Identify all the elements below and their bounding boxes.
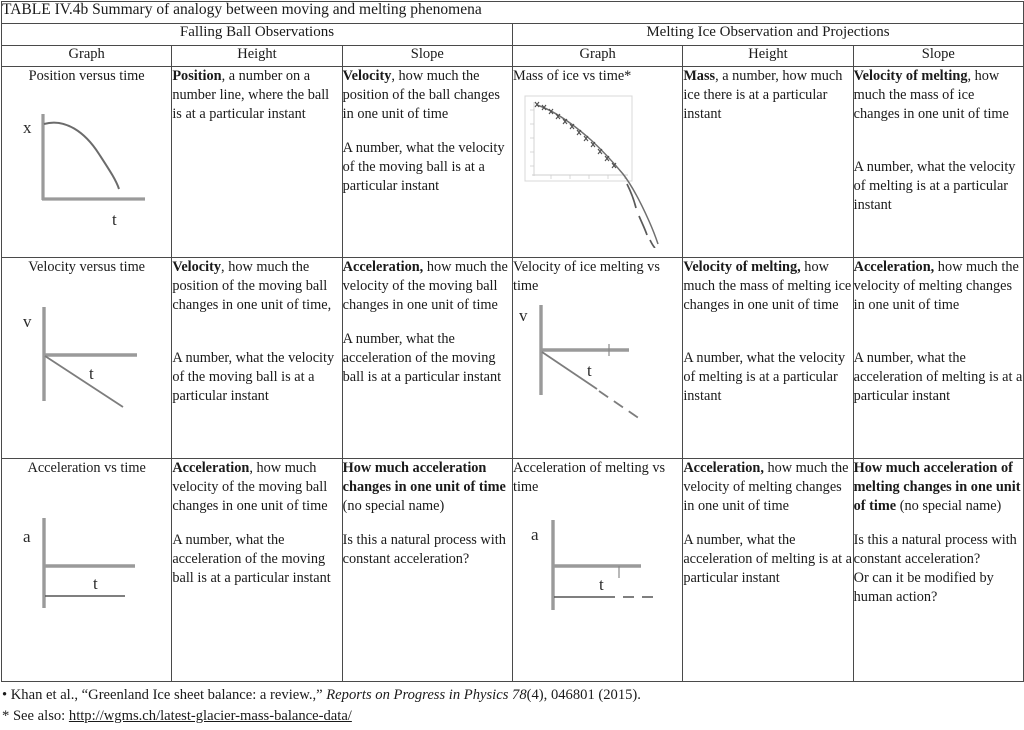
scan-y-ticks — [530, 110, 534, 166]
cell-ball-slope-jerk — [342, 459, 512, 682]
secondary-paragraph: A number, what the acceleration of melting is at a particular instant — [683, 532, 853, 587]
cell-ice-height-velocity-of-melting — [683, 258, 853, 459]
cell-ice-graph-mass — [512, 67, 682, 258]
term-bold: Position — [172, 68, 222, 84]
cell-ice-slope-jerk — [853, 459, 1023, 682]
cell-ice-height-acceleration — [683, 459, 853, 682]
footnote-reference — [2, 685, 1022, 706]
secondary-paragraph: A number, what the velocity of melting is at a particular instant — [853, 159, 1016, 214]
cell-ice-graph-acceleration — [512, 459, 682, 682]
group-header-row — [2, 24, 1024, 46]
secondary-paragraph: Is this a natural process with constant acceleration? — [853, 532, 1017, 568]
acceleration-of-melting-chart — [523, 498, 673, 628]
definition-text: how much the velocity of melting changes in one unit of time — [853, 259, 1019, 314]
group-header-melting-ice: Melting Ice Observation and Projections — [512, 24, 1023, 46]
definition-text: how much the mass of melting ice changes in one unit of time — [683, 259, 852, 314]
secondary-paragraph: A number, what the velocity of the moving ball is at a particular instant — [172, 350, 335, 405]
term-bold: How much acceleration changes in one unit of time — [342, 460, 506, 496]
velocity-vs-time-chart — [17, 279, 157, 429]
secondary-paragraph: A number, what the acceleration of the moving ball is at a particular instant — [342, 331, 502, 386]
cell-ball-slope-velocity — [342, 67, 512, 258]
definition-paragraph — [854, 459, 1023, 516]
definition-paragraph — [854, 258, 1023, 315]
footnote-see-also — [2, 706, 1022, 727]
definition-text: , how much the position of the ball changes in one unit of time — [342, 68, 500, 123]
scan-x-ticks — [551, 175, 625, 179]
cell-ball-graph-acceleration — [2, 459, 172, 682]
table-row — [2, 67, 1024, 258]
definition-paragraph — [683, 67, 852, 124]
term-bold: Acceleration, — [853, 259, 935, 275]
position-curve — [44, 122, 119, 188]
term-bold: Acceleration, — [342, 259, 424, 275]
cell-ball-height-position — [172, 67, 342, 258]
definition-text: , how much the mass of ice changes in one unit of time — [853, 68, 1009, 123]
cell-ball-slope-acceleration — [342, 258, 512, 459]
graph-caption: Acceleration of melting vs time — [512, 460, 666, 495]
column-header-ball-slope: Slope — [342, 46, 512, 67]
column-header-ball-height: Height — [172, 46, 342, 67]
definition-text: , a number, how much ice there is at a particular instant — [683, 68, 843, 123]
journal-title: Reports on Progress in Physics 78 — [326, 687, 527, 703]
definition-paragraph — [172, 67, 341, 124]
definition-text: , a number on a number line, where the ball is at a particular instant — [172, 68, 330, 123]
table-row — [2, 258, 1024, 459]
footnote-text-b: (4), 046801 (2015). — [526, 687, 641, 703]
secondary-paragraph: Is this a natural process with constant acceleration? — [342, 532, 506, 568]
column-header-ball-graph: Graph — [2, 46, 172, 67]
analogy-table — [1, 1, 1024, 682]
x-axis-label: t — [111, 209, 117, 228]
asterisk-icon: * — [2, 707, 10, 724]
definition-paragraph — [854, 67, 1023, 124]
definition-paragraph — [683, 459, 852, 516]
term-bold: Velocity — [342, 68, 392, 84]
column-header-ice-slope: Slope — [853, 46, 1023, 67]
mass-of-ice-vs-time-chart — [515, 88, 665, 248]
projection-dashed-line — [599, 391, 643, 421]
table-row — [2, 459, 1024, 682]
term-bold: Acceleration, — [683, 460, 764, 476]
definition-paragraph — [172, 459, 341, 516]
definition-text: (no special name) — [342, 498, 445, 515]
mass-data-markers — [535, 102, 616, 168]
term-bold: Mass — [683, 68, 716, 84]
term-bold: Velocity — [172, 259, 222, 275]
definition-paragraph — [172, 258, 341, 315]
term-bold: How much acceleration of melting changes in one unit of time — [853, 460, 1021, 515]
definition-text: (no special name) — [896, 498, 1002, 515]
graph-caption: Velocity versus time — [28, 259, 146, 275]
projection-dashes — [627, 184, 655, 248]
position-vs-time-chart — [17, 88, 157, 228]
definition-paragraph — [343, 459, 512, 516]
footnote-text-a: Khan et al., “Greenland Ice sheet balance: a review.,” — [7, 687, 327, 703]
term-bold: Velocity of melting, — [683, 259, 801, 275]
x-axis-label: t — [598, 575, 604, 595]
velocity-of-ice-melting-chart — [513, 297, 663, 427]
graph-caption: Position versus time — [28, 68, 145, 84]
wgms-link[interactable]: http://wgms.ch/latest-glacier-mass-balance-data/ — [68, 707, 352, 724]
y-axis-label: v — [22, 311, 32, 331]
x-axis-label: t — [586, 361, 592, 381]
cell-ball-graph-position — [2, 67, 172, 258]
column-header-ice-height: Height — [683, 46, 853, 67]
velocity-line — [45, 356, 123, 407]
x-axis-label: t — [92, 573, 98, 593]
definition-text: how much the velocity of the moving ball changes in one unit of time — [342, 259, 508, 314]
cell-ice-graph-velocity — [512, 258, 682, 459]
acceleration-vs-time-chart — [17, 480, 157, 620]
definition-paragraph — [683, 258, 852, 315]
cell-ice-height-mass — [683, 67, 853, 258]
mass-trend-line — [537, 105, 658, 244]
column-header-row — [2, 46, 1024, 67]
secondary-paragraph: A number, what the velocity of melting is at a particular instant — [683, 350, 846, 405]
column-header-ice-graph: Graph — [512, 46, 682, 67]
term-bold: Velocity of melting — [853, 68, 968, 84]
secondary-paragraph: A number, what the acceleration of the moving ball is at a particular instant — [172, 532, 331, 587]
cell-ice-slope-acceleration — [853, 258, 1023, 459]
cell-ball-graph-velocity — [2, 258, 172, 459]
definition-text: , how much the position of the moving ball changes in one unit of time, — [172, 259, 332, 314]
table-title-row — [2, 2, 1024, 24]
document-page — [0, 1, 1024, 730]
y-axis-label: a — [530, 525, 539, 545]
x-axis-label: t — [88, 363, 94, 383]
scan-plot-frame — [525, 96, 632, 181]
bullet-icon: • — [2, 687, 8, 703]
definition-paragraph — [343, 67, 512, 124]
tertiary-paragraph: Or can it be modified by human action? — [853, 570, 994, 606]
graph-caption: Acceleration vs time — [27, 460, 146, 476]
secondary-paragraph: A number, what the velocity of the moving ball is at a particular instant — [342, 140, 505, 195]
y-axis-label: a — [22, 526, 31, 546]
definition-text: how much the velocity of melting changes in one unit of time — [683, 460, 849, 515]
group-header-falling-ball: Falling Ball Observations — [2, 24, 513, 46]
cell-ball-height-velocity — [172, 258, 342, 459]
y-axis-label: x — [22, 117, 32, 137]
definition-text: , how much velocity of the moving ball changes in one unit of time — [172, 460, 328, 515]
cell-ball-height-acceleration — [172, 459, 342, 682]
cell-ice-slope-velocity-of-melting — [853, 67, 1023, 258]
y-axis-label: v — [518, 306, 528, 326]
graph-caption: Velocity of ice melting vs time — [512, 259, 660, 294]
footnotes — [2, 685, 1022, 726]
term-bold: Acceleration — [172, 460, 250, 476]
see-also-text: See also: — [9, 707, 69, 724]
table-title: TABLE IV.4b Summary of analogy between moving and melting phenomena — [2, 2, 1024, 24]
definition-paragraph — [343, 258, 512, 315]
secondary-paragraph: A number, what the acceleration of melting is at a particular instant — [853, 350, 1023, 405]
graph-caption: Mass of ice vs time* — [512, 68, 632, 84]
